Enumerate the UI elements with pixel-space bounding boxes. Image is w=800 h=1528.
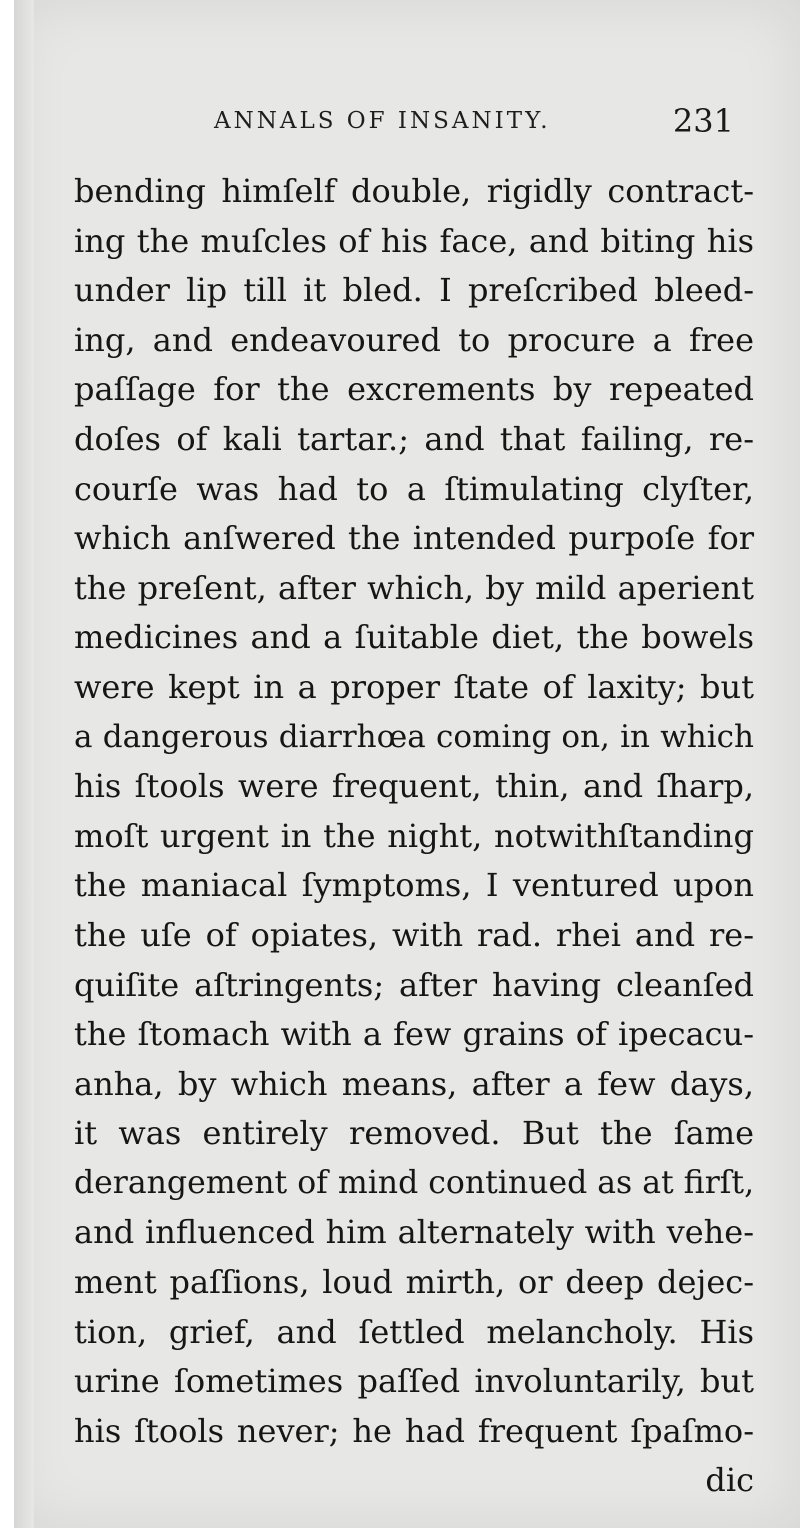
- text-line: the ſtomach with a few grains of ipecacu-: [74, 1015, 754, 1054]
- text-line: doſes of kali tartar.; and that failing, re-: [74, 419, 754, 458]
- text-line: bending himſelf double, rigidly contract-: [74, 172, 754, 210]
- body-text: [74, 167, 754, 1506]
- text-line: medicines and a ſuitable diet, the bowels: [74, 618, 754, 657]
- text-line: the preſent, after which, by mild aperient: [74, 568, 754, 607]
- text-line: ment paſſions, loud mirth, or deep dejec-: [74, 1263, 754, 1302]
- text-line: which anſwered the intended purpoſe for: [74, 519, 754, 558]
- text-line: the maniacal ſymptoms, I ventured upon: [74, 866, 754, 905]
- book-page: [14, 0, 800, 1528]
- text-line: under lip till it bled. I preſcribed bleed-: [74, 271, 754, 310]
- text-line: the uſe of opiates, with rad. rhei and re-: [74, 915, 754, 954]
- text-line: paſſage for the excrements by repeated: [74, 370, 754, 409]
- text-line: anha, by which means, after a few days,: [74, 1064, 754, 1103]
- text-line: moſt urgent in the night, notwithſtanding: [74, 816, 754, 855]
- running-head: ANNALS OF INSANITY.: [214, 108, 551, 134]
- page-number: 231: [672, 102, 734, 140]
- text-line: and influenced him alternately with vehe-: [74, 1213, 754, 1252]
- text-line: ing, and endeavoured to procure a free: [74, 320, 754, 359]
- text-line: derangement of mind continued as at firſt,: [74, 1164, 755, 1201]
- text-line: ing the muſcles of his face, and biting his: [74, 221, 754, 260]
- text-line: his ſtools never; he had frequent ſpaſmo-: [74, 1411, 754, 1450]
- text-line: quiſite aſtringents; after having cleanſed: [74, 965, 754, 1004]
- page-edge-shadow: [14, 0, 34, 1528]
- text-line: tion, grief, and ſettled melancholy. His: [74, 1312, 754, 1351]
- text-line: a dangerous diarrhœa coming on, in which: [74, 718, 754, 755]
- text-line: it was entirely removed. But the ſame: [74, 1114, 754, 1153]
- text-line: were kept in a proper ſtate of laxity; but: [74, 667, 754, 706]
- text-line: courſe was had to a ſtimulating clyſter,: [74, 469, 754, 508]
- catchword: dic: [705, 1461, 754, 1500]
- text-line: urine ſometimes paſſed involuntarily, but: [74, 1362, 754, 1401]
- text-line: his ſtools were frequent, thin, and ſharp,: [74, 767, 754, 806]
